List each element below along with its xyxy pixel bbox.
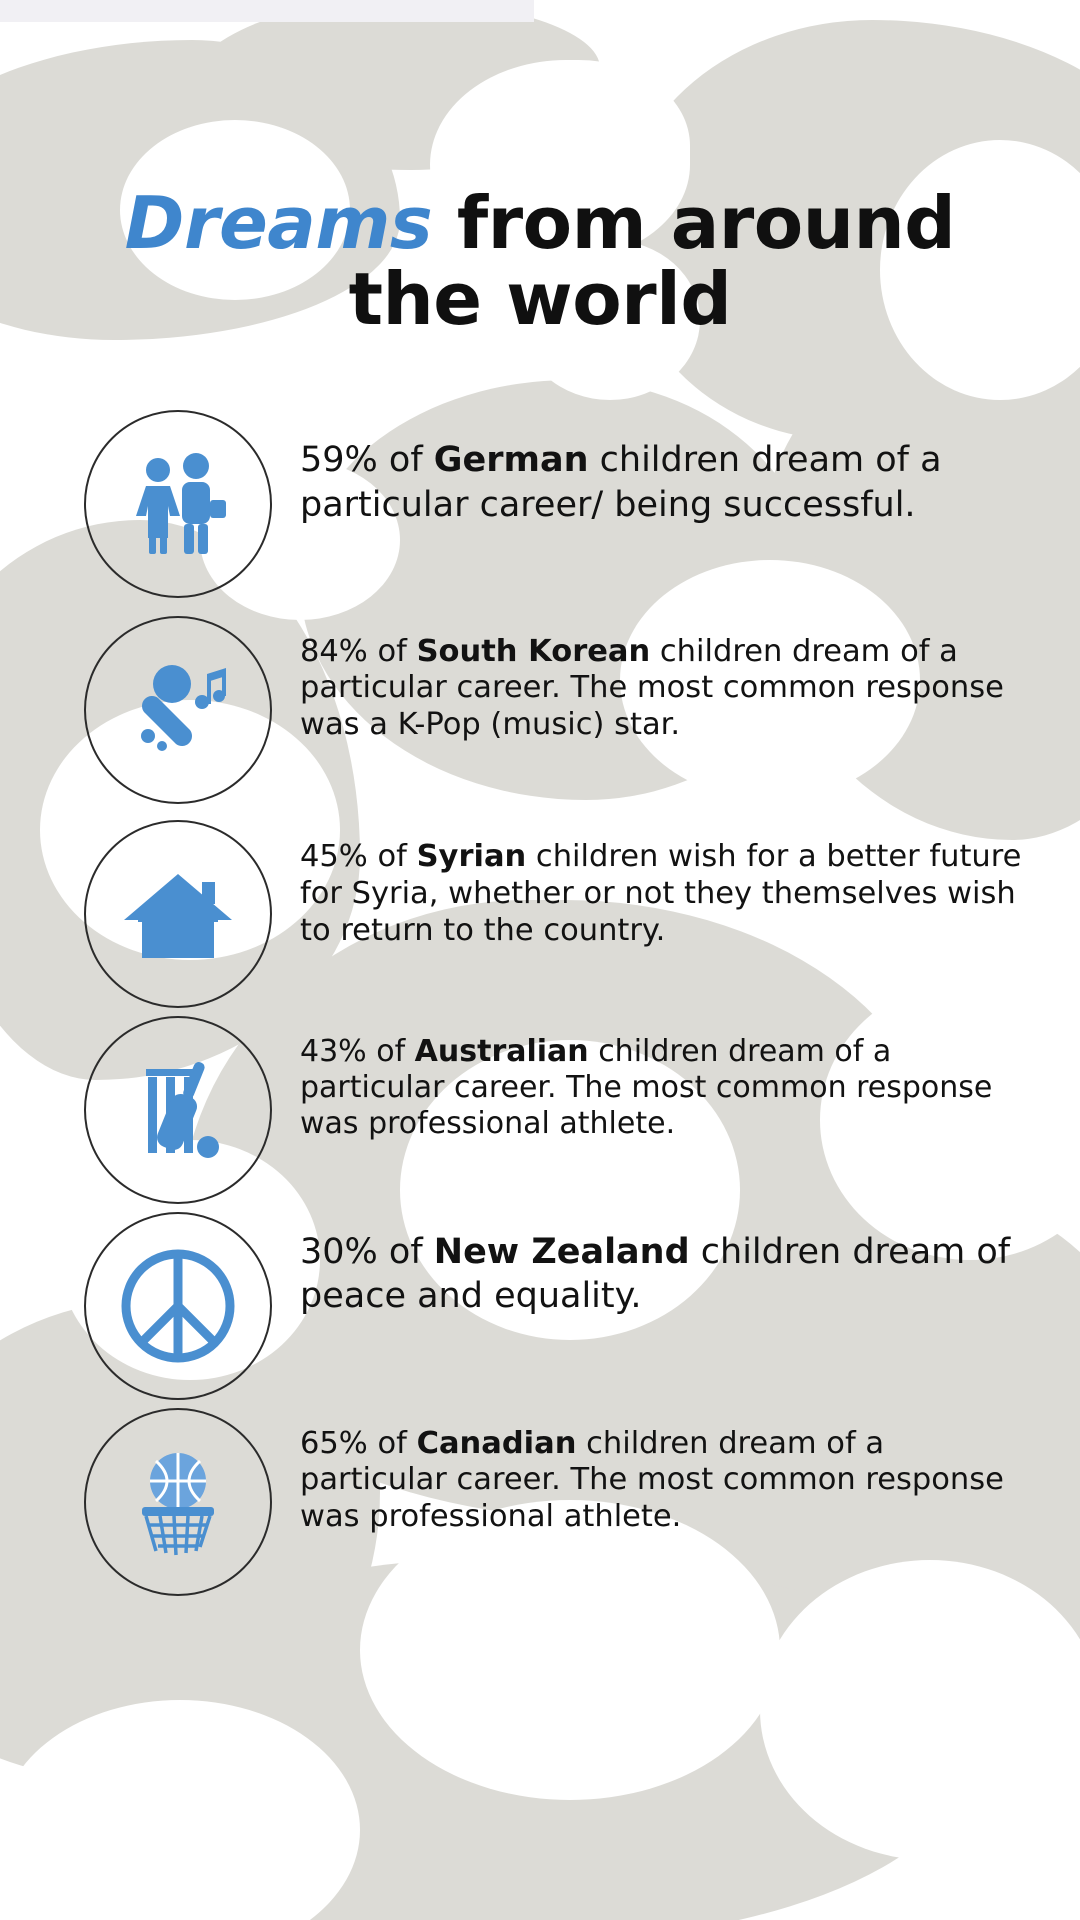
item-rest: children wish for a better future for Syria, whether or not they themselves wish to return to the country. (300, 838, 1022, 949)
family-people-icon (122, 448, 234, 560)
item-text (272, 1408, 1034, 1536)
item-rest: children dream of a particular career. The most common response was professional athlete. (300, 1033, 993, 1141)
item-text (272, 1212, 1034, 1318)
icon-circle (84, 616, 272, 804)
item-text (272, 616, 1034, 744)
item-percent: 45% of (300, 838, 417, 874)
list-item (0, 1408, 1080, 1596)
item-rest: children dream of a particular career. The most common response was a K-Pop (music) star. (300, 633, 1004, 742)
peace-sign-icon (116, 1244, 240, 1368)
icon-circle (84, 820, 272, 1008)
icon-circle (84, 1408, 272, 1596)
item-percent: 84% of (300, 633, 417, 669)
item-percent: 30% of (300, 1231, 434, 1272)
house-home-icon (120, 858, 236, 970)
icon-circle (84, 1212, 272, 1400)
item-rest: children dream of a particular career. The most common response was professional athlete. (300, 1425, 1004, 1534)
list-item (0, 1016, 1080, 1204)
item-rest: children dream of peace and equality. (300, 1231, 1011, 1316)
title-accent-word: Dreams (124, 181, 433, 265)
item-country: Australian (414, 1033, 589, 1069)
microphone-music-icon (122, 654, 234, 766)
item-text (272, 1016, 1034, 1142)
item-text (272, 820, 1034, 950)
icon-circle (84, 410, 272, 598)
list-item (0, 616, 1080, 804)
item-percent: 65% of (300, 1425, 417, 1461)
item-percent: 59% of (300, 439, 434, 480)
title-rest: from around the world (348, 181, 956, 342)
item-rest: children dream of a particular career/ being successful. (300, 439, 942, 525)
stat-list (0, 410, 1080, 1596)
list-item (0, 1212, 1080, 1400)
item-text (272, 410, 1034, 528)
item-country: New Zealand (433, 1231, 690, 1272)
item-country: South Korean (416, 633, 651, 669)
item-percent: 43% of (300, 1033, 415, 1069)
item-country: German (433, 439, 589, 480)
page-title (0, 0, 1080, 342)
cricket-bat-icon (122, 1051, 234, 1169)
list-item (0, 410, 1080, 598)
list-item (0, 820, 1080, 1008)
icon-circle (84, 1016, 272, 1204)
item-country: Canadian (416, 1425, 577, 1461)
item-country: Syrian (416, 838, 527, 874)
basketball-hoop-icon (122, 1443, 234, 1561)
